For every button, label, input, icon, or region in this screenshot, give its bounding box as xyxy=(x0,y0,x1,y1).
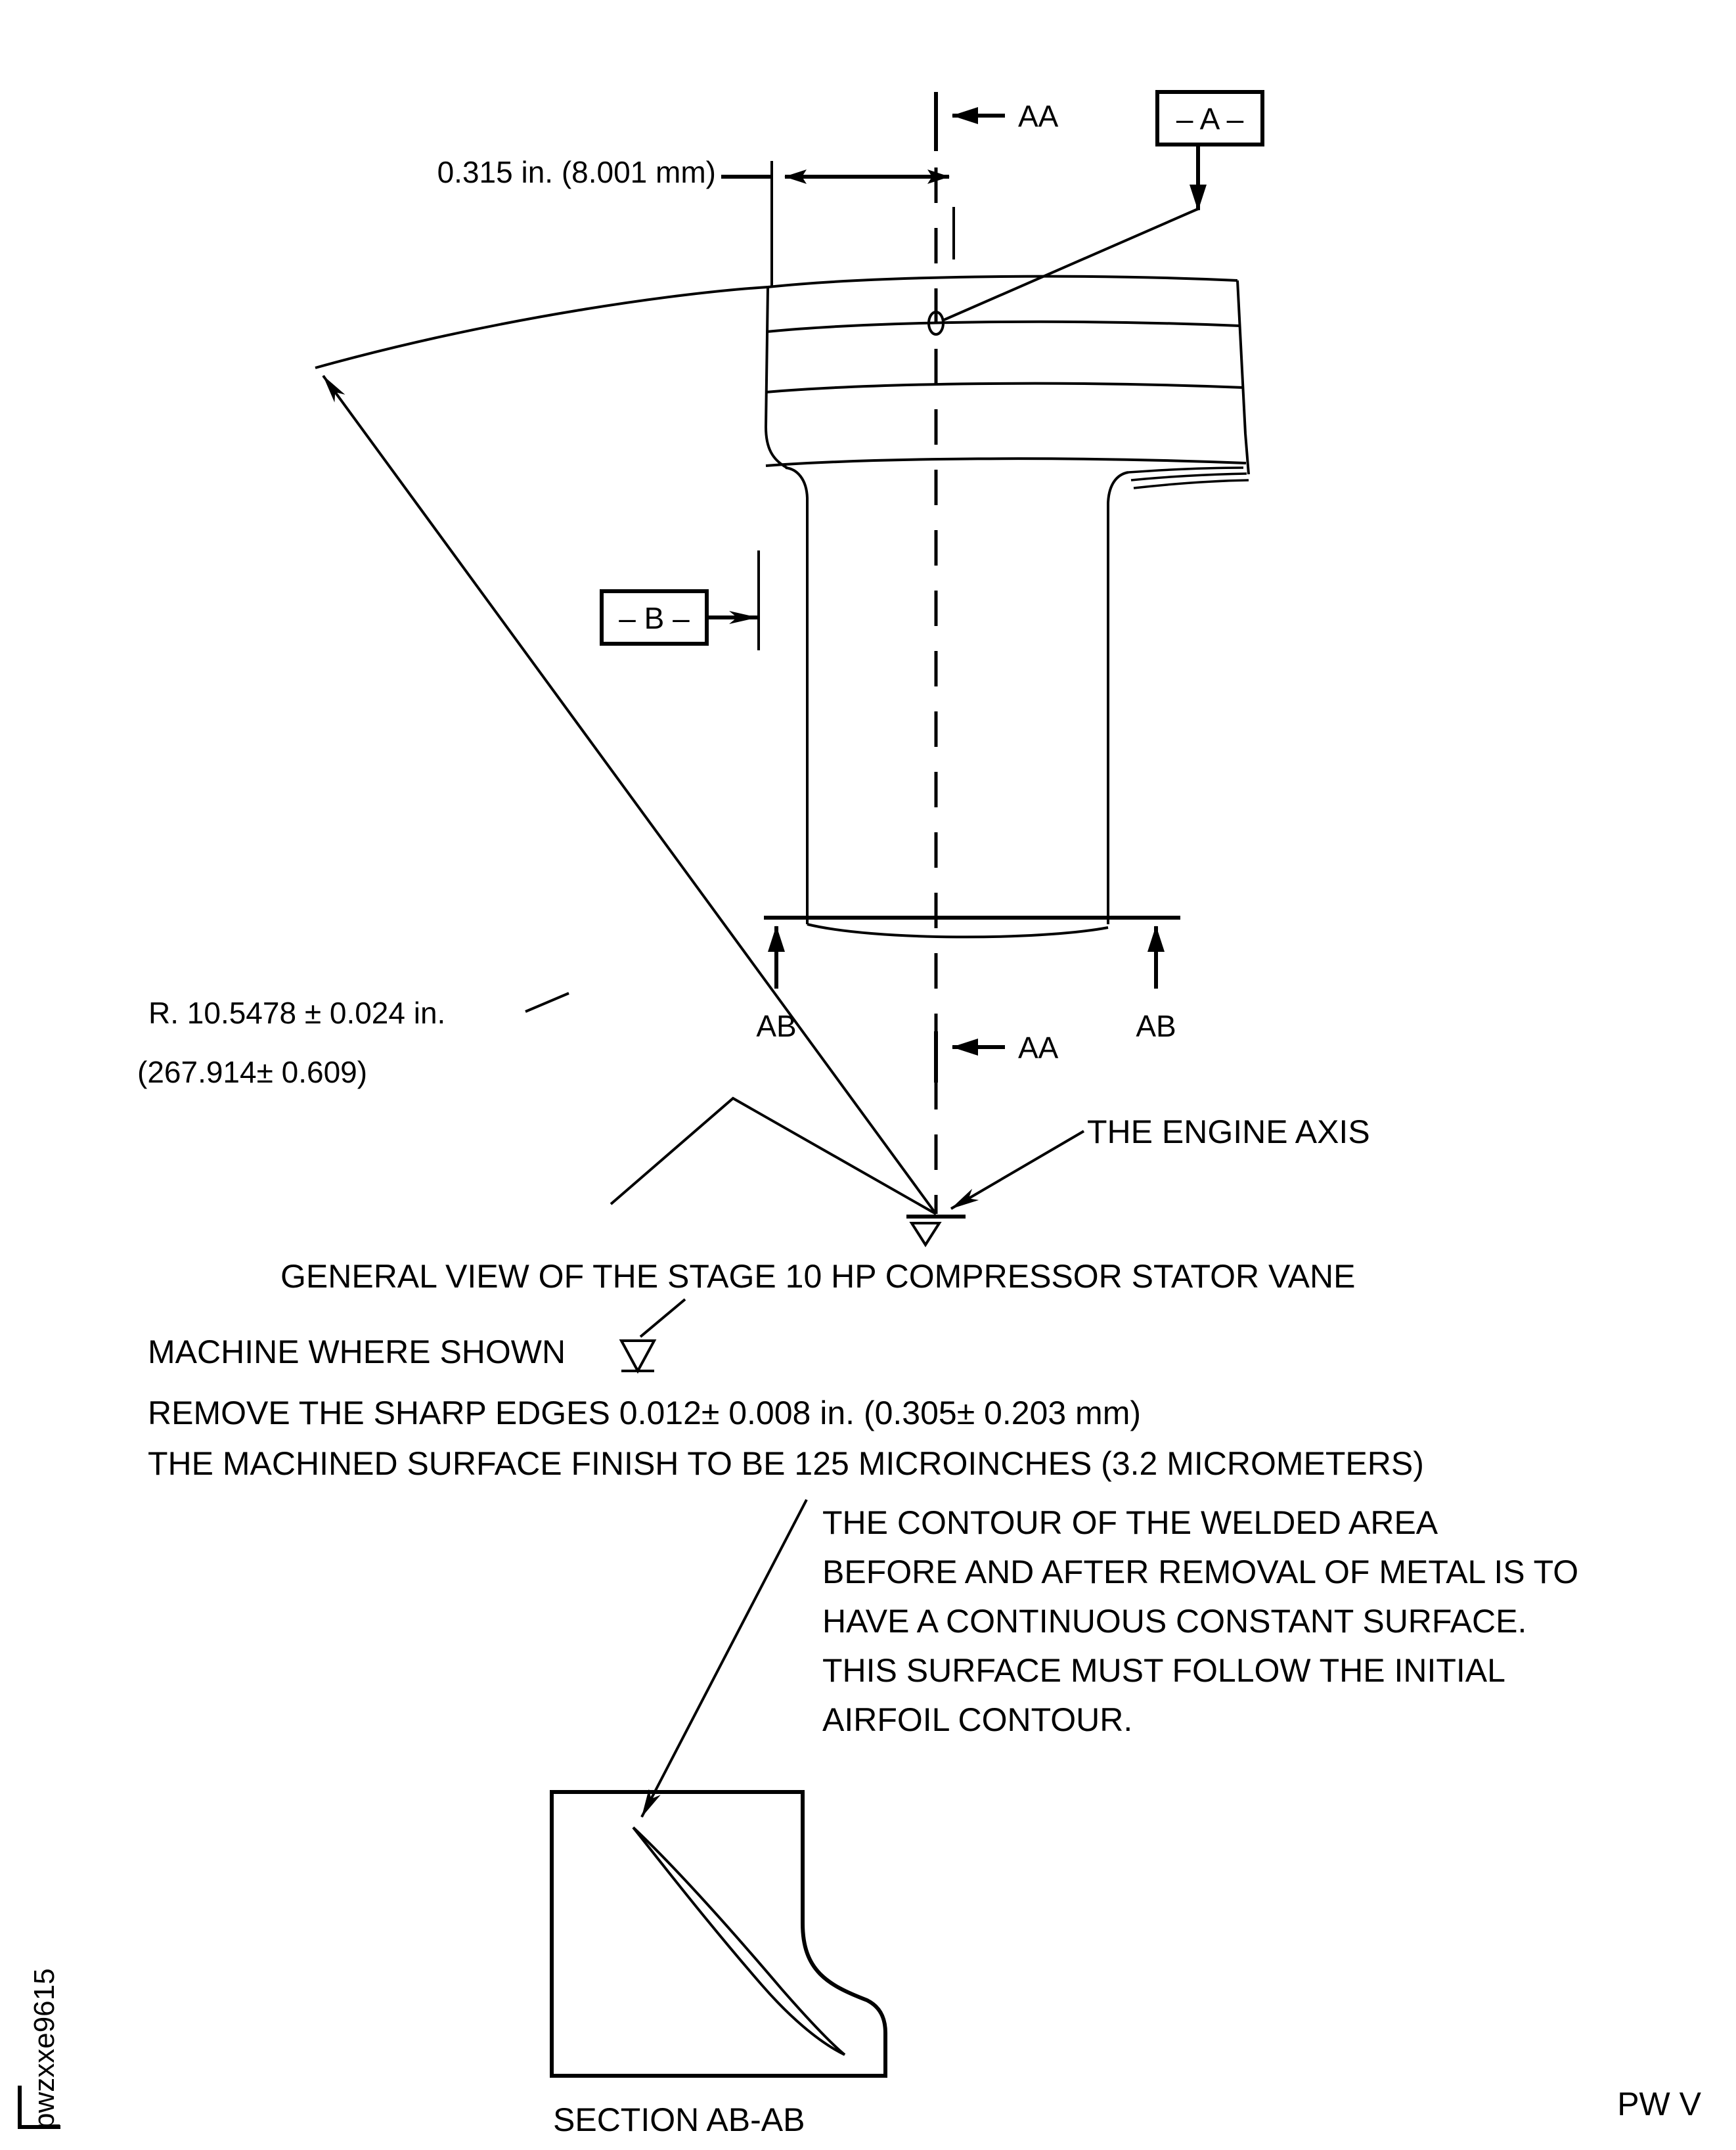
datum-a-target-leader xyxy=(944,209,1198,320)
weld-contour-note xyxy=(642,1500,1578,1817)
width-dimension xyxy=(437,155,954,286)
weld-note-line2: BEFORE AND AFTER REMOVAL OF METAL IS TO xyxy=(822,1554,1579,1590)
platform-top-edge xyxy=(768,277,1237,287)
surface-finish-triangle xyxy=(621,1341,654,1371)
platform-left-edge xyxy=(766,287,787,468)
radius-leader-left xyxy=(323,376,936,1214)
airfoil-pressure-surface xyxy=(633,1827,845,2055)
radius-label-leader xyxy=(525,993,569,1012)
ab-left-label: AB xyxy=(756,1009,797,1043)
radius-dimension xyxy=(137,287,936,1214)
width-dimension-label: 0.315 in. (8.001 mm) xyxy=(437,155,716,189)
weld-note-line3: HAVE A CONTINUOUS CONSTANT SURFACE. xyxy=(822,1603,1527,1640)
vane-left-profile xyxy=(786,468,807,924)
surface-finish-symbol-small xyxy=(912,1223,939,1245)
section-ab-ab-detail xyxy=(552,1792,885,2138)
engine-axis-callout xyxy=(906,1113,1370,1217)
vane-bottom-edge xyxy=(807,924,1108,937)
datum-a-label: – A – xyxy=(1176,102,1244,136)
aa-top-label: AA xyxy=(1018,99,1059,133)
note-remove-sharp-edges: REMOVE THE SHARP EDGES 0.012± 0.008 in. (0.305± 0.203 mm) xyxy=(148,1395,1142,1431)
datum-b xyxy=(602,550,759,650)
vane-body xyxy=(786,468,1249,937)
platform-band-line-1 xyxy=(767,322,1240,332)
radius-sector-boundary xyxy=(611,1098,936,1214)
surface-finish-leader xyxy=(640,1299,685,1337)
watermark-group xyxy=(20,1968,60,2129)
platform-band-line-2 xyxy=(766,384,1243,392)
datum-b-label: – B – xyxy=(619,601,690,635)
watermark-text: pwzxxe9615 xyxy=(28,1968,60,2129)
ab-right-label: AB xyxy=(1136,1009,1176,1043)
fillet-blend-line-2 xyxy=(1131,474,1247,480)
engine-axis-label: THE ENGINE AXIS xyxy=(1087,1113,1370,1150)
section-ab-ab-title: SECTION AB-AB xyxy=(553,2101,805,2138)
note-machine-where-shown: MACHINE WHERE SHOWN xyxy=(148,1333,566,1370)
weld-note-line1: THE CONTOUR OF THE WELDED AREA xyxy=(822,1504,1438,1541)
fillet-blend-line-3 xyxy=(1134,480,1249,488)
surface-finish-symbol xyxy=(621,1299,685,1371)
weld-note-line4: THIS SURFACE MUST FOLLOW THE INITIAL xyxy=(822,1652,1505,1689)
weld-note-leader xyxy=(642,1500,807,1817)
vane-platform xyxy=(766,209,1249,474)
corner-code: PW V xyxy=(1617,2086,1701,2122)
radius-label-line1: R. 10.5478 ± 0.024 in. xyxy=(148,996,446,1030)
general-view-title: GENERAL VIEW OF THE STAGE 10 HP COMPRESSOR STATOR VANE xyxy=(280,1258,1356,1295)
section-mark-aa-top xyxy=(936,92,1059,151)
section-mark-aa-bottom xyxy=(936,1031,1059,1083)
surface-finish-triangle-small xyxy=(912,1223,939,1245)
aa-bottom-label: AA xyxy=(1018,1031,1059,1065)
fillet-blend-line-1 xyxy=(1128,468,1243,472)
platform-band-line-3 xyxy=(766,459,1246,466)
engine-axis-leader xyxy=(951,1131,1084,1209)
vane-right-profile xyxy=(1108,472,1128,924)
radius-arc xyxy=(315,287,768,368)
weld-note-line5: AIRFOIL CONTOUR. xyxy=(822,1701,1133,1738)
radius-label-line2: (267.914± 0.609) xyxy=(137,1055,368,1089)
datum-a xyxy=(1157,92,1262,210)
note-surface-finish: THE MACHINED SURFACE FINISH TO BE 125 MICROINCHES (3.2 MICROMETERS) xyxy=(148,1445,1424,1482)
platform-right-edge xyxy=(1237,280,1249,474)
